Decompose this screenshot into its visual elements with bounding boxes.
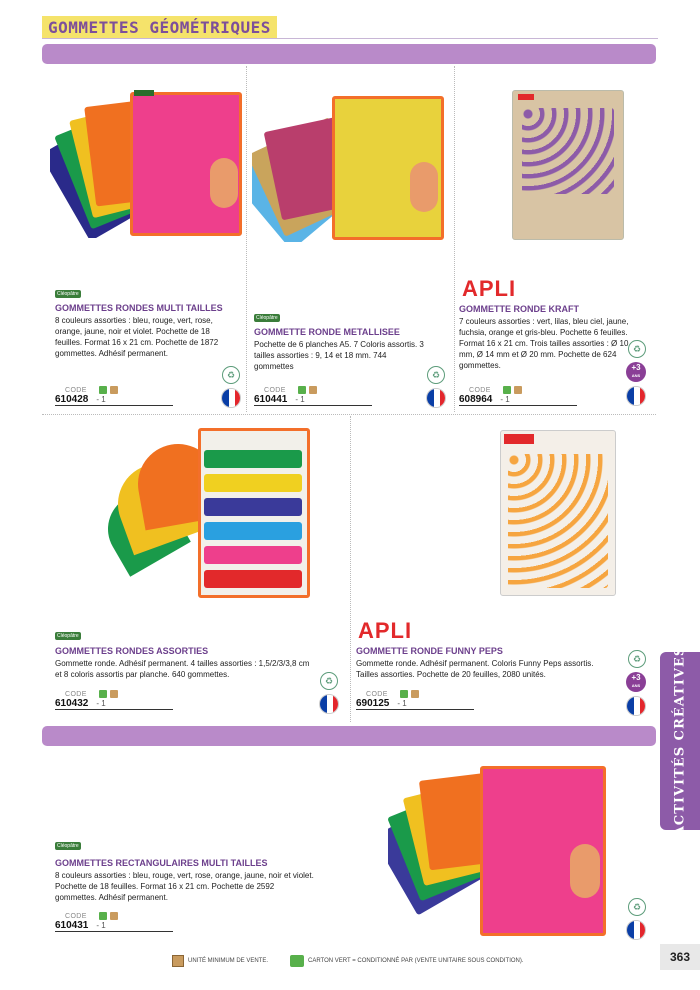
product-code[interactable]: 610428 (55, 394, 89, 405)
product-desc: 8 couleurs assorties : bleu, rouge, vert, rose, orange, jaune, noir et violet. Pochette de 18 feuilles. Format 16 x 21 cm. Pochette de 1872 gommettes. Adhésif permanent. (55, 316, 219, 358)
code-block: CODE 608964 - 1 (459, 386, 577, 406)
divider (454, 66, 455, 412)
product-title: GOMMETTES RONDES MULTI TAILLES (55, 303, 223, 313)
age-badge (626, 362, 646, 382)
brand-logo: Cléopâtre (57, 633, 79, 639)
min-qty: 1 (300, 395, 305, 404)
age-unit: ANS (631, 683, 641, 688)
product-image-690125[interactable] (500, 430, 618, 598)
code-underline (459, 405, 577, 406)
min-qty: 1 (402, 699, 407, 708)
age-value: +3 (631, 673, 641, 682)
product-card-610441 (254, 327, 424, 372)
code-underline (254, 405, 372, 406)
eco-icon: ♻ (628, 340, 646, 358)
green-carton-icon (400, 690, 408, 698)
section-side-tab[interactable] (660, 645, 700, 837)
divider (246, 66, 247, 412)
product-title: GOMMETTES RONDES ASSORTIES (55, 646, 209, 656)
code-underline (55, 709, 173, 710)
green-carton-icon (99, 912, 107, 920)
product-title: GOMMETTE RONDE KRAFT (459, 304, 579, 314)
header-rule (42, 38, 658, 39)
age-badge (626, 672, 646, 692)
product-title: GOMMETTE RONDE FUNNY PEPS (356, 646, 503, 656)
product-title: GOMMETTE RONDE METALLISEE (254, 327, 400, 337)
eco-icon: ♻ (427, 366, 445, 384)
box-icon (110, 690, 118, 698)
product-image-610428[interactable] (50, 88, 246, 238)
box-icon (514, 386, 522, 394)
age-value: +3 (631, 363, 641, 372)
page-number: 363 (660, 944, 700, 970)
code-label: CODE (65, 690, 87, 698)
product-image-610441[interactable] (252, 92, 448, 242)
legend-carton (290, 955, 524, 967)
product-card-608964 (459, 304, 639, 371)
product-code[interactable]: 690125 (356, 698, 390, 709)
product-code[interactable]: 610432 (55, 698, 89, 709)
product-image-610432[interactable] (108, 424, 318, 604)
min-qty: 1 (101, 921, 106, 930)
box-icon (110, 386, 118, 394)
brand-logo: APLI (358, 618, 413, 643)
product-card-610432 (55, 646, 315, 680)
legend-carton-text: CARTON VERT = CONDITIONNÉ PAR (VENTE UNITAIRE SOUS CONDITION). (308, 958, 524, 964)
page-title: GOMMETTES GÉOMÉTRIQUES (42, 16, 277, 39)
brand-logo: Cléopâtre (256, 315, 278, 321)
box-icon (411, 690, 419, 698)
min-qty: 1 (101, 395, 106, 404)
france-flag-icon (626, 386, 646, 406)
france-flag-icon (626, 696, 646, 716)
code-block: CODE 610432 - 1 (55, 690, 173, 710)
product-image-610431[interactable] (388, 764, 608, 940)
legend-unit (172, 955, 268, 967)
brand-logo: Cléopâtre (57, 291, 79, 297)
code-label: CODE (65, 386, 87, 394)
min-qty: 1 (101, 699, 106, 708)
france-flag-icon (426, 388, 446, 408)
side-tab-label: ACTIVITÉS CRÉATIVES (672, 645, 688, 837)
product-code[interactable]: 608964 (459, 394, 493, 405)
code-block: CODE 610441 - 1 (254, 386, 372, 406)
product-image-608964[interactable] (512, 90, 626, 242)
green-carton-icon (298, 386, 306, 394)
product-desc: 7 couleurs assorties : vert, lilas, bleu ciel, jaune, fuchsia, orange et gris-bleu. Pochette 6 feuilles. Format 16 x 21 cm. Trois tailles assorties : Ø 10 mm, Ø 14 mm et Ø 20 mm. Pochette de 624 gommettes. (459, 317, 629, 370)
eco-icon: ♻ (222, 366, 240, 384)
age-unit: ANS (631, 373, 641, 378)
france-flag-icon (626, 920, 646, 940)
green-carton-icon (99, 386, 107, 394)
code-underline (356, 709, 474, 710)
france-flag-icon (319, 694, 339, 714)
box-icon (172, 955, 184, 967)
code-block: CODE 610431 - 1 (55, 912, 173, 932)
green-carton-icon (503, 386, 511, 394)
product-code[interactable]: 610441 (254, 394, 288, 405)
product-desc: Gommette ronde. Adhésif permanent. Coloris Funny Peps assortis. Tailles assorties. Pochette de 20 feuilles, 2080 unités. (356, 659, 594, 679)
code-underline (55, 405, 173, 406)
eco-icon: ♻ (628, 650, 646, 668)
product-code[interactable]: 610431 (55, 920, 89, 931)
green-carton-icon (99, 690, 107, 698)
product-desc: Gommette ronde. Adhésif permanent. 4 tailles assorties : 1,5/2/3/3,8 cm et 8 coloris assortis par planche. 640 gommettes. (55, 659, 310, 679)
france-flag-icon (221, 388, 241, 408)
box-icon (309, 386, 317, 394)
eco-icon: ♻ (320, 672, 338, 690)
code-label: CODE (65, 912, 87, 920)
code-underline (55, 931, 173, 932)
section-band-top (42, 44, 656, 64)
product-desc: 8 couleurs assorties : bleu, rouge, vert, rose, orange, jaune, noir et violet. Pochette de 18 feuilles. Format 16 x 21 cm. Pochette de 2592 gommettes. Adhésif permanent. (55, 871, 314, 902)
code-block: CODE 610428 - 1 (55, 386, 173, 406)
divider (350, 416, 351, 722)
divider (42, 414, 656, 415)
product-card-610428 (55, 303, 225, 359)
legend-unit-text: UNITÉ MINIMUM DE VENTE. (188, 958, 269, 964)
product-title: GOMMETTES RECTANGULAIRES MULTI TAILLES (55, 858, 268, 868)
product-card-690125 (356, 646, 616, 680)
code-label: CODE (264, 386, 286, 394)
product-card-610431 (55, 858, 315, 903)
product-desc: Pochette de 6 planches A5. 7 Coloris assortis. 3 tailles assorties : 9, 14 et 18 mm. 744 gommettes (254, 340, 424, 371)
section-band-bottom (42, 726, 656, 746)
code-label: CODE (469, 386, 491, 394)
brand-logo: APLI (462, 276, 517, 301)
code-block: CODE 690125 - 1 (356, 690, 474, 710)
eco-icon: ♻ (628, 898, 646, 916)
code-label: CODE (366, 690, 388, 698)
green-carton-icon (290, 955, 304, 967)
brand-logo: Cléopâtre (57, 843, 79, 849)
box-icon (110, 912, 118, 920)
min-qty: 1 (505, 395, 510, 404)
